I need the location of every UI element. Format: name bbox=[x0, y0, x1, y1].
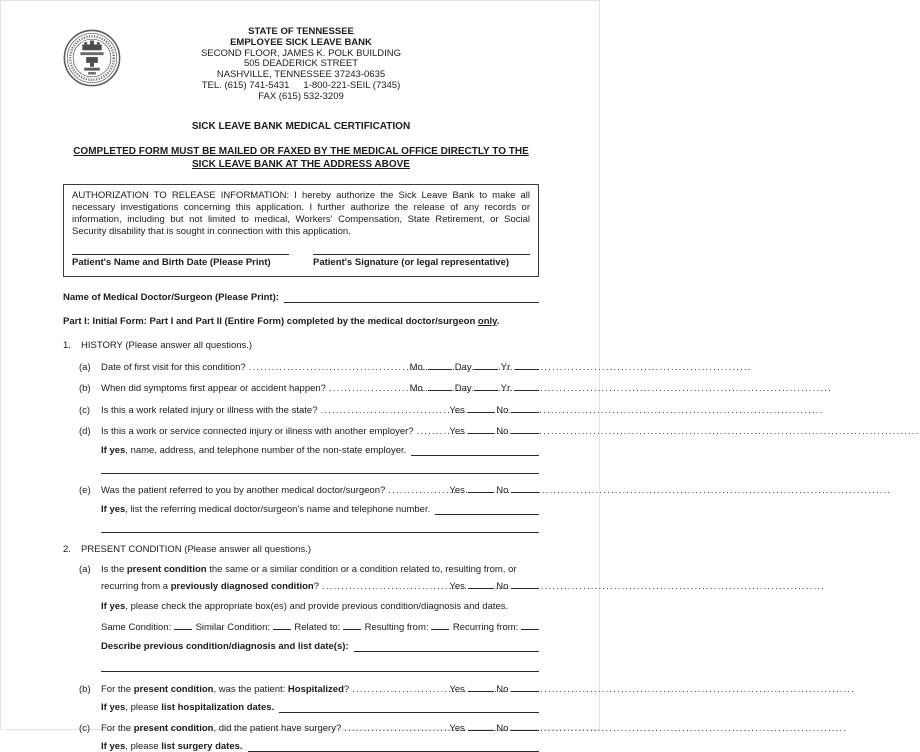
describe-previous-condition: Describe previous condition/diagnosis and list date(s): bbox=[63, 641, 539, 652]
question-1d: (d) Is this a work or service connected injury or illness with another employer? ..... Yes No bbox=[63, 424, 539, 437]
header-org-line1: STATE OF TENNESSEE bbox=[248, 26, 354, 37]
question-1c: (c) Is this a work related injury or illness with the state? ..... Yes No bbox=[63, 403, 539, 416]
day-blank bbox=[474, 381, 498, 391]
doctor-name-field bbox=[63, 292, 539, 303]
hospitalization-dates-blank bbox=[279, 702, 539, 713]
yes-blank bbox=[468, 483, 494, 493]
question-1e: (e) Was the patient referred to you by another medical doctor/surgeon? ..... Yes No bbox=[63, 483, 539, 496]
no-blank bbox=[511, 424, 539, 434]
resulting-from-blank bbox=[431, 620, 449, 630]
dotted-leader bbox=[344, 723, 446, 734]
doctor-name-label: Name of Medical Doctor/Surgeon (Please Print): bbox=[63, 292, 279, 304]
same-condition-blank bbox=[174, 620, 192, 630]
dotted-leader bbox=[388, 485, 446, 496]
year-blank bbox=[515, 381, 539, 391]
writing-line bbox=[101, 670, 539, 672]
employer-info-blank bbox=[411, 445, 539, 456]
writing-line bbox=[101, 472, 539, 474]
header-address-line1: SECOND FLOOR, JAMES K. POLK BUILDING bbox=[200, 47, 402, 59]
section2-heading: 2. PRESENT CONDITION (Please answer all questions.) bbox=[63, 543, 312, 555]
date-answer-blanks: Mo. Day Yr. bbox=[410, 381, 539, 394]
related-to-blank bbox=[343, 620, 361, 630]
header-tollfree: 1-800-221-SEIL (7345) bbox=[303, 79, 401, 91]
patient-name-signature-line: Patient's Name and Birth Date (Please Print) bbox=[72, 254, 289, 269]
day-blank bbox=[474, 360, 498, 370]
header-address-line2: 505 DEADERICK STREET bbox=[243, 58, 359, 70]
month-blank bbox=[428, 360, 452, 370]
yes-blank bbox=[468, 403, 494, 413]
no-blank bbox=[511, 403, 539, 413]
yes-blank bbox=[468, 721, 494, 731]
yes-no-blanks: Yes No bbox=[449, 682, 539, 695]
section1-heading: 1. HISTORY (Please answer all questions.) bbox=[63, 340, 253, 352]
question-1b: (b) When did symptoms first appear or accident happen? ..... Mo. Day Yr. bbox=[63, 381, 539, 394]
surgery-dates-blank bbox=[248, 741, 539, 752]
similar-condition-blank bbox=[273, 620, 291, 630]
yes-no-blanks: Yes No bbox=[449, 403, 539, 416]
authorization-box bbox=[63, 184, 539, 277]
dotted-leader bbox=[329, 383, 407, 394]
ifyes-1d: If yes, name, address, and telephone number of the non-state employer. bbox=[63, 445, 539, 456]
yes-blank bbox=[468, 682, 494, 692]
writing-line bbox=[101, 531, 539, 533]
dotted-leader bbox=[320, 405, 446, 416]
yes-blank bbox=[468, 424, 494, 434]
ifyes-2a: If yes, please check the appropriate box(es) and provide previous condition/diagnosis and dates. bbox=[101, 601, 509, 613]
signature-row bbox=[72, 254, 530, 269]
question-2b: (b) For the present condition, was the patient: Hospitalized? ..... Yes No bbox=[63, 682, 539, 695]
header-fax: FAX (615) 532-3209 bbox=[258, 90, 344, 102]
dotted-leader bbox=[249, 362, 407, 373]
question-2a-line1: (a) Is the present condition the same or a similar condition or a condition related to, resulting from, or bbox=[79, 563, 517, 575]
no-blank bbox=[511, 682, 539, 692]
letterhead bbox=[63, 27, 539, 103]
referring-doctor-blank bbox=[435, 504, 539, 515]
recurring-from-blank bbox=[521, 620, 539, 630]
month-blank bbox=[428, 381, 452, 391]
year-blank bbox=[515, 360, 539, 370]
dotted-leader bbox=[417, 426, 447, 437]
header-tel: TEL. (615) 741-5431 bbox=[201, 79, 290, 91]
dotted-leader bbox=[322, 581, 446, 592]
doctor-name-blank bbox=[284, 292, 539, 303]
form-title: SICK LEAVE BANK MEDICAL CERTIFICATION bbox=[191, 120, 411, 132]
ifyes-1e: If yes, list the referring medical doctor/surgeon's name and telephone number. bbox=[63, 504, 539, 515]
question-1a: (a) Date of first visit for this condition? ..... Mo. Day Yr. bbox=[63, 360, 539, 373]
yes-no-blanks: Yes No bbox=[449, 483, 539, 496]
part1-heading: Part I: Initial Form: Part I and Part II (Entire Form) completed by the medical doctor/surgeon only. bbox=[63, 316, 500, 328]
ifyes-2c: If yes, please list surgery dates. bbox=[63, 741, 539, 752]
patient-signature-line: Patient's Signature (or legal representative) bbox=[313, 254, 530, 269]
no-blank bbox=[511, 483, 539, 493]
date-answer-blanks: Mo. Day Yr. bbox=[410, 360, 539, 373]
authorization-text: AUTHORIZATION TO RELEASE INFORMATION: I hereby authorize the Sick Leave Bank to make all necessary investigations concerning this application. I further authorize the release of any records or information, including but not limited to medical, Workers' Compensation, State Retirement, or Social Security disability that is sought in connection with this application. bbox=[72, 189, 530, 238]
describe-blank bbox=[354, 641, 539, 652]
tennessee-state-seal-icon bbox=[61, 27, 123, 91]
header-address-line3: NASHVILLE, TENNESSEE 37243-0635 bbox=[216, 69, 386, 81]
yes-no-blanks: Yes No bbox=[449, 579, 539, 592]
mailing-notice: COMPLETED FORM MUST BE MAILED OR FAXED BY THE MEDICAL OFFICE DIRECTLY TO THE SICK LEAVE BANK AT THE ADDRESS ABOVE bbox=[73, 145, 529, 171]
yes-blank bbox=[468, 579, 494, 589]
yes-no-blanks: Yes No bbox=[449, 721, 539, 734]
question-2a-line2: recurring from a previously diagnosed condition? ..... Yes No bbox=[63, 579, 539, 592]
yes-no-blanks: Yes No bbox=[449, 424, 539, 437]
question-2c: (c) For the present condition, did the patient have surgery? ..... Yes No bbox=[63, 721, 539, 734]
header-org-line2: EMPLOYEE SICK LEAVE BANK bbox=[230, 36, 372, 48]
no-blank bbox=[511, 721, 539, 731]
ifyes-2b: If yes, please list hospitalization dates. bbox=[63, 702, 539, 713]
no-blank bbox=[511, 579, 539, 589]
condition-checkbox-row: Same Condition: Similar Condition: Related to: Resulting from: Recurring from: bbox=[63, 620, 539, 633]
dotted-leader bbox=[352, 684, 446, 695]
